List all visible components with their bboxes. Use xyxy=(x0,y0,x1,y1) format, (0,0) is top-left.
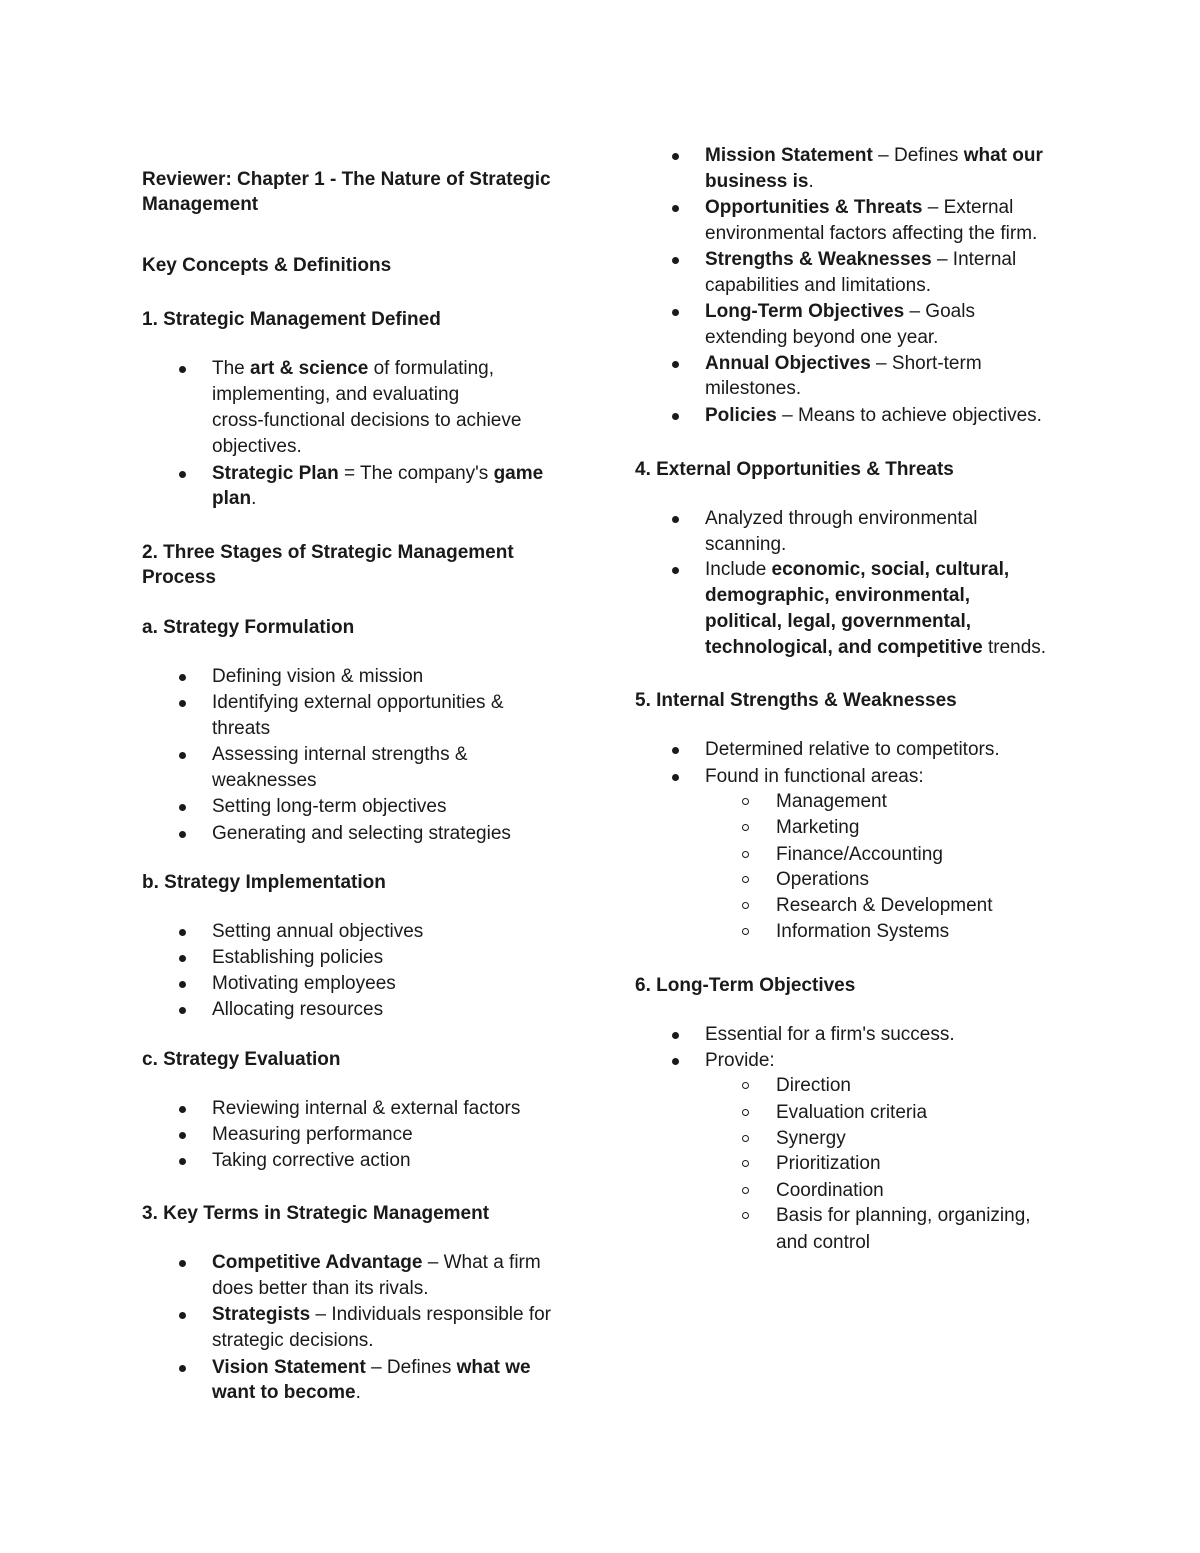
continuation-line xyxy=(212,768,317,794)
section-heading-line xyxy=(142,253,391,279)
text: weaknesses xyxy=(212,770,317,791)
bullet-item xyxy=(212,356,494,382)
text: Setting annual objectives xyxy=(212,921,424,942)
text: – Individuals responsible for xyxy=(310,1304,552,1325)
sub-bullet-item xyxy=(776,789,887,815)
continuation-line xyxy=(705,532,786,558)
text: – Means to achieve objectives. xyxy=(776,405,1042,426)
continuation-line xyxy=(212,382,459,408)
bold-text: economic, social, cultural, xyxy=(771,559,1010,580)
text: – Defines xyxy=(365,1357,457,1378)
text: strategic decisions. xyxy=(212,1330,374,1351)
text: Taking corrective action xyxy=(212,1150,411,1171)
section-heading-line xyxy=(635,688,957,714)
bullet-item xyxy=(705,764,924,790)
bullet-item xyxy=(705,1048,775,1074)
continuation-line xyxy=(705,221,1037,247)
bullet-item xyxy=(212,1096,520,1122)
section-heading-line xyxy=(142,307,441,333)
bold-text: technological, and competitive xyxy=(705,637,983,658)
continuation-line xyxy=(705,169,814,195)
text: Include xyxy=(705,559,772,580)
section-heading-line xyxy=(142,565,216,591)
bullet-item xyxy=(705,351,982,377)
bold-text: Strategists xyxy=(212,1304,311,1325)
text: milestones. xyxy=(705,378,802,399)
text: . xyxy=(355,1382,361,1403)
section-heading-line xyxy=(142,1201,489,1227)
bold-text: 3. Key Terms in Strategic Management xyxy=(142,1203,490,1224)
text: – What a firm xyxy=(422,1252,541,1273)
text: Motivating employees xyxy=(212,973,396,994)
bullet-item xyxy=(705,506,978,532)
text: Reviewing internal & external factors xyxy=(212,1098,521,1119)
bold-text: political, legal, governmental, xyxy=(705,611,972,632)
section-heading-line xyxy=(142,192,258,218)
bold-text: Reviewer: Chapter 1 - The Nature of Strategic xyxy=(142,169,551,190)
bullet-item xyxy=(705,557,1009,583)
bullet-item xyxy=(705,403,1042,429)
bold-text: Key Concepts & Definitions xyxy=(142,255,392,276)
bullet-item xyxy=(212,1250,541,1276)
bullet-item xyxy=(705,143,1043,169)
text: Operations xyxy=(776,869,869,890)
bold-text: Management xyxy=(142,194,259,215)
bold-text: game xyxy=(493,463,544,484)
text: Assessing internal strengths & xyxy=(212,744,468,765)
text: Evaluation criteria xyxy=(776,1102,928,1123)
text: . xyxy=(808,171,814,192)
text: Essential for a firm's success. xyxy=(705,1024,955,1045)
sub-bullet-item xyxy=(776,815,859,841)
bullet-item xyxy=(212,1302,551,1328)
bullet-item xyxy=(212,821,511,847)
text: Found in functional areas: xyxy=(705,766,924,787)
bullet-item xyxy=(212,664,423,690)
bold-text: Mission Statement xyxy=(705,145,873,166)
continuation-line xyxy=(705,376,801,402)
continuation-line xyxy=(212,434,302,460)
text: Basis for planning, organizing, xyxy=(776,1205,1031,1226)
section-heading-line xyxy=(142,540,514,566)
continuation-line xyxy=(212,716,270,742)
continuation-line xyxy=(705,609,971,635)
text: extending beyond one year. xyxy=(705,327,939,348)
bullet-item xyxy=(705,247,1016,273)
text: cross-functional decisions to achieve xyxy=(212,410,522,431)
bold-text: 4. External Opportunities & Threats xyxy=(635,459,954,480)
bold-text: business is xyxy=(705,171,809,192)
bold-text: demographic, environmental, xyxy=(705,585,970,606)
text: threats xyxy=(212,718,271,739)
section-heading-line xyxy=(142,167,551,193)
text: and control xyxy=(776,1232,871,1253)
bold-text: plan xyxy=(212,488,252,509)
section-heading-line xyxy=(142,870,386,896)
text: Allocating resources xyxy=(212,999,384,1020)
text: Research & Development xyxy=(776,895,993,916)
text: . xyxy=(251,488,257,509)
sub-bullet-item xyxy=(776,842,943,868)
sub-bullet-item xyxy=(776,1203,1031,1229)
bullet-item xyxy=(212,919,423,945)
bullet-item xyxy=(705,299,975,325)
bold-text: Strategic Plan xyxy=(212,463,339,484)
text: Marketing xyxy=(776,817,860,838)
text: Management xyxy=(776,791,887,812)
text: Information Systems xyxy=(776,921,950,942)
text: Coordination xyxy=(776,1180,884,1201)
sub-bullet-item xyxy=(776,1151,881,1177)
bullet-item xyxy=(212,690,504,716)
bold-text: art & science xyxy=(250,358,369,379)
text: trends. xyxy=(982,637,1047,658)
bullet-item xyxy=(212,461,543,487)
bold-text: Strengths & Weaknesses xyxy=(705,249,932,270)
text: Analyzed through environmental xyxy=(705,508,978,529)
text: Prioritization xyxy=(776,1153,881,1174)
sub-bullet-item xyxy=(776,1126,846,1152)
text: – Internal xyxy=(931,249,1017,270)
bold-text: what our xyxy=(963,145,1043,166)
sub-bullet-item xyxy=(776,1073,851,1099)
bold-text: Annual Objectives xyxy=(705,353,871,374)
text: Identifying external opportunities & xyxy=(212,692,504,713)
continuation-line xyxy=(705,583,970,609)
bullet-item xyxy=(705,1022,955,1048)
sub-bullet-item xyxy=(776,1178,884,1204)
text: Direction xyxy=(776,1075,851,1096)
text: Measuring performance xyxy=(212,1124,413,1145)
text: Generating and selecting strategies xyxy=(212,823,511,844)
bullet-item xyxy=(212,971,396,997)
bold-text: want to become xyxy=(212,1382,356,1403)
text: Provide: xyxy=(705,1050,775,1071)
bold-text: Policies xyxy=(705,405,777,426)
bold-text: Long-Term Objectives xyxy=(705,301,905,322)
continuation-line xyxy=(212,1328,374,1354)
section-heading-line xyxy=(142,1047,341,1073)
text: The xyxy=(212,358,251,379)
bullet-item xyxy=(212,742,468,768)
bullet-item xyxy=(212,1355,531,1381)
bold-text: what we xyxy=(456,1357,531,1378)
bold-text: 2. Three Stages of Strategic Management xyxy=(142,542,514,563)
bold-text: Opportunities & Threats xyxy=(705,197,923,218)
text: Determined relative to competitors. xyxy=(705,739,1000,760)
continuation-line xyxy=(705,273,931,299)
text: environmental factors affecting the firm. xyxy=(705,223,1038,244)
section-heading-line xyxy=(142,615,354,641)
continuation-line xyxy=(705,635,1046,661)
bullet-item xyxy=(212,794,446,820)
bullet-item xyxy=(212,1122,413,1148)
text: of formulating, xyxy=(368,358,494,379)
continuation-line xyxy=(212,1276,429,1302)
continuation-line xyxy=(776,1230,870,1256)
text: – External xyxy=(922,197,1014,218)
continuation-line xyxy=(212,1380,361,1406)
text: Synergy xyxy=(776,1128,846,1149)
bullet-item xyxy=(212,997,383,1023)
bold-text: c. Strategy Evaluation xyxy=(142,1049,341,1070)
text: Defining vision & mission xyxy=(212,666,424,687)
text: implementing, and evaluating xyxy=(212,384,460,405)
bullet-item xyxy=(705,737,1000,763)
bullet-item xyxy=(212,1148,411,1174)
text: objectives. xyxy=(212,436,302,457)
text: = The company's xyxy=(338,463,494,484)
bullet-item xyxy=(705,195,1013,221)
sub-bullet-item xyxy=(776,919,949,945)
sub-bullet-item xyxy=(776,893,993,919)
text: Setting long-term objectives xyxy=(212,796,447,817)
bold-text: Vision Statement xyxy=(212,1357,366,1378)
bold-text: 5. Internal Strengths & Weaknesses xyxy=(635,690,957,711)
text: scanning. xyxy=(705,534,787,555)
bold-text: 1. Strategic Management Defined xyxy=(142,309,441,330)
bold-text: Competitive Advantage xyxy=(212,1252,423,1273)
bullet-item xyxy=(212,945,383,971)
section-heading-line xyxy=(635,457,954,483)
bold-text: Process xyxy=(142,567,216,588)
continuation-line xyxy=(705,325,938,351)
text: capabilities and limitations. xyxy=(705,275,932,296)
sub-bullet-item xyxy=(776,1100,927,1126)
continuation-line xyxy=(212,486,256,512)
bold-text: b. Strategy Implementation xyxy=(142,872,386,893)
text: – Short-term xyxy=(870,353,982,374)
text: – Goals xyxy=(904,301,975,322)
text: – Defines xyxy=(872,145,964,166)
text: does better than its rivals. xyxy=(212,1278,429,1299)
sub-bullet-item xyxy=(776,867,869,893)
bold-text: a. Strategy Formulation xyxy=(142,617,355,638)
text: Establishing policies xyxy=(212,947,384,968)
text: Finance/Accounting xyxy=(776,844,943,865)
bold-text: 6. Long-Term Objectives xyxy=(635,975,856,996)
continuation-line xyxy=(212,408,521,434)
section-heading-line xyxy=(635,973,855,999)
